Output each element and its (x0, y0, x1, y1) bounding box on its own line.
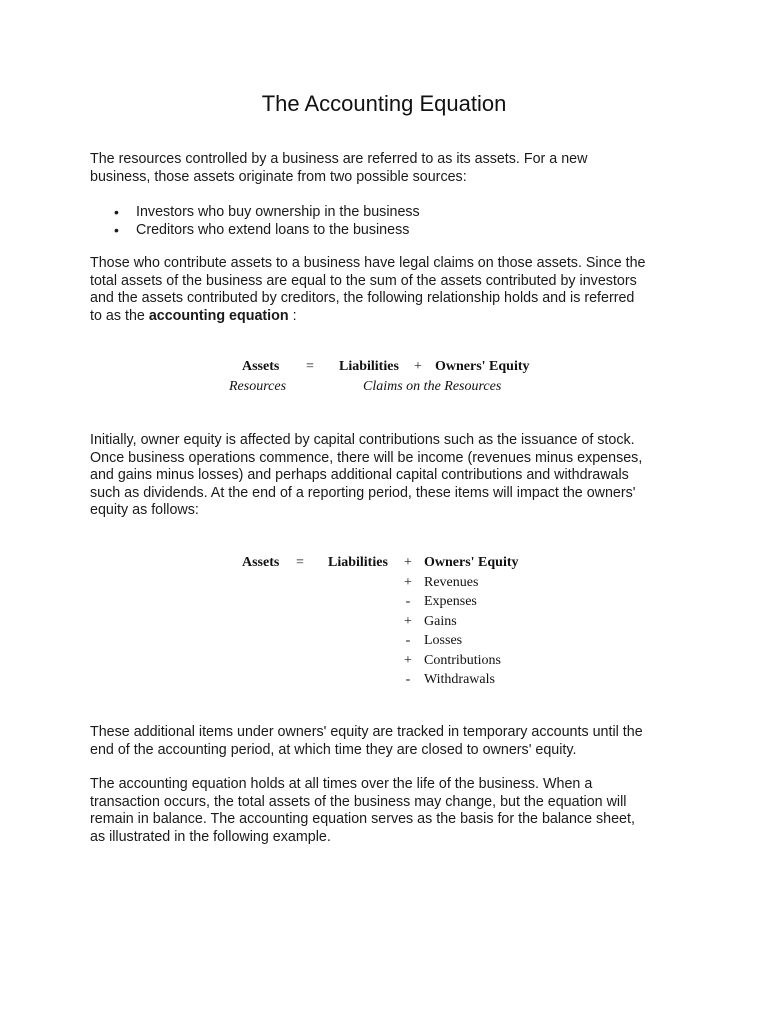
equation-equals: = (306, 359, 314, 374)
equation-owners-equity: Owners' Equity (424, 555, 519, 570)
equity-item-row (0, 594, 768, 613)
equity-item-label: Gains (424, 613, 457, 629)
equity-item-label: Withdrawals (424, 672, 495, 687)
equity-item-row (0, 672, 768, 691)
page-title: The Accounting Equation (261, 91, 507, 116)
bullet-icon: • (114, 204, 119, 220)
list-item (90, 221, 680, 239)
equation-assets: Assets (242, 359, 280, 374)
equity-item-operator: + (404, 613, 412, 629)
equity-item-label: Revenues (424, 574, 479, 590)
owner-equity-paragraph (90, 432, 680, 520)
list-item-text: Investors who buy ownership in the business (136, 204, 420, 220)
list-item (90, 203, 680, 221)
claims-paragraph (90, 255, 680, 325)
paragraph-line: Initially, owner equity is affected by capital contributions such as the issuance of stock. (90, 432, 635, 448)
equity-item-label: Losses (424, 633, 463, 648)
equity-item-operator: + (404, 574, 412, 590)
paragraph-line: such as dividends. At the end of a reporting period, these items will impact the owners' (90, 484, 636, 501)
equation-header-row (0, 555, 768, 574)
equity-item-operator: - (405, 672, 411, 687)
paragraph-line: as illustrated in the following example. (90, 828, 331, 845)
equation-owners-equity: Owners' Equity (435, 359, 530, 374)
balance-paragraph (90, 776, 680, 846)
paragraph-line-prefix: to as the (90, 307, 149, 324)
sources-list (90, 203, 680, 239)
paragraph-line: and gains minus losses) and perhaps additional capital contributions and withdrawals (90, 467, 629, 484)
paragraph-line: total assets of the business are equal to the sum of the assets contributed by investors (90, 272, 637, 289)
equity-item-label: Contributions (424, 652, 502, 668)
paragraph-line: end of the accounting period, at which time they are closed to owners' equity. (90, 741, 577, 758)
resources-caption: Resources (229, 379, 287, 394)
paragraph-line: These additional items under owners' equity are tracked in temporary accounts until the (90, 724, 643, 740)
equation-equals: = (296, 555, 304, 570)
claims-caption: Claims on the Resources (363, 379, 502, 394)
equity-item-operator: - (405, 633, 411, 648)
paragraph-line: Once business operations commence, there will be income (revenues minus expenses, (90, 449, 643, 466)
list-item-text: Creditors who extend loans to the business (136, 222, 410, 238)
paragraph-line: remain in balance. The accounting equation serves as the basis for the balance sheet, (90, 811, 635, 828)
equation-liabilities: Liabilities (339, 359, 399, 374)
equity-item-row (0, 633, 768, 652)
temporary-accounts-paragraph (90, 724, 680, 759)
accounting-equation-term: accounting equation (148, 307, 289, 324)
paragraph-line-suffix: : (288, 307, 297, 324)
intro-line-1: The resources controlled by a business are referred to as its assets. For a new (90, 151, 588, 167)
intro-line-2: business, those assets originate from two possible sources: (90, 168, 467, 185)
paragraph-line: Those who contribute assets to a business have legal claims on those assets. Since the (90, 255, 646, 271)
equation-plus: + (414, 359, 422, 374)
paragraph-line: equity as follows: (90, 502, 199, 519)
paragraph-line: The accounting equation holds at all times over the life of the business. When a (90, 776, 593, 792)
equity-item-row (0, 653, 768, 672)
basic-equation (0, 359, 768, 403)
equity-item-row (0, 614, 768, 633)
equity-item-operator: + (404, 652, 412, 668)
equation-plus: + (404, 555, 412, 570)
equity-item-operator: - (405, 594, 411, 609)
expanded-equation (0, 555, 768, 695)
equity-item-row (0, 575, 768, 594)
bullet-icon: • (114, 222, 119, 238)
paragraph-line: transaction occurs, the total assets of the business may change, but the equation will (90, 793, 627, 810)
equity-item-label: Expenses (424, 594, 477, 609)
paragraph-line: and the assets contributed by creditors, the following relationship holds and is referred (90, 290, 635, 307)
equation-assets: Assets (242, 555, 280, 570)
equation-liabilities: Liabilities (328, 555, 388, 570)
intro-paragraph (90, 151, 680, 186)
